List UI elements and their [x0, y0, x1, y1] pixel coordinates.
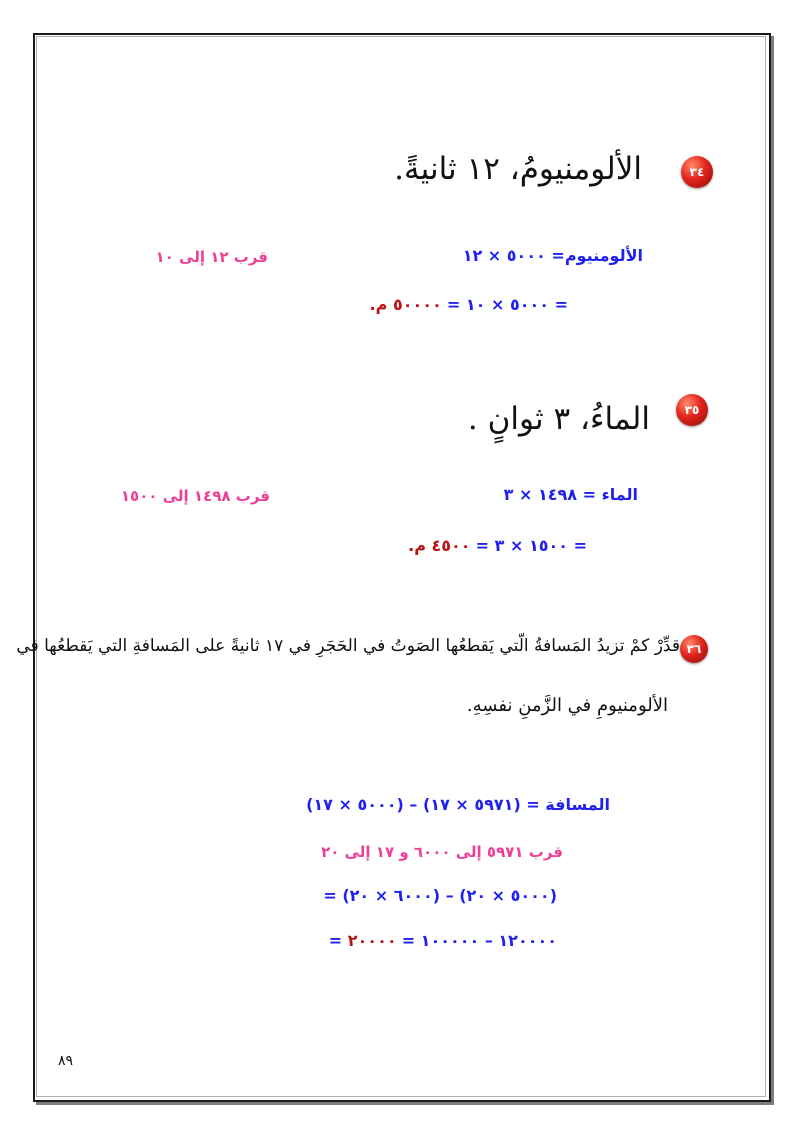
- exercise-36-work-line3: [329, 931, 557, 950]
- exercise-34-rounding-note: قرب ١٢ إلى ١٠: [155, 248, 268, 266]
- exercise-36-question-line2: الألومنيومِ في الزَّمنِ نفسِهِ.: [466, 695, 668, 716]
- exercise-36-rounding-note: قرب ٥٩٧١ إلى ٦٠٠٠ و ١٧ إلى ٢٠: [321, 843, 563, 861]
- exercise-34-title: الألومنيومُ، ١٢ ثانيةً.: [394, 151, 642, 187]
- exercise-36-question-line1: قدِّرْ كمْ تزيدُ المَسافةُ الّتي يَقطعُها الصَوتُ في الحَجَرِ في ١٧ ثانيةً على المَسافةِ التي يَقطعُها في: [16, 636, 680, 656]
- exercise-36-label: المسافة =: [526, 795, 610, 814]
- exercise-35-result: ٤٥٠٠ م.: [408, 536, 471, 555]
- exercise-34-work-line2: [370, 295, 568, 314]
- exercise-34-result: ٥٠٠٠٠ م.: [369, 295, 442, 314]
- exercise-34-label: الألومنيوم=: [551, 246, 643, 265]
- exercise-35-work-line1: [504, 485, 638, 504]
- exercise-34-badge: ٣٤: [681, 156, 713, 188]
- exercise-35-title: الماءُ، ٣ ثوانٍ .: [467, 401, 650, 437]
- exercise-34-work-line1: [463, 246, 643, 265]
- exercise-36-badge: ٣٦: [680, 635, 708, 663]
- exercise-35-line2-equation: = ١٥٠٠ × ٣ =: [475, 536, 587, 555]
- exercise-36-result: ٢٠٠٠٠: [347, 931, 397, 950]
- exercise-34-expression: ٥٠٠٠ × ١٢: [462, 246, 546, 265]
- exercise-35-badge: ٣٥: [676, 394, 708, 426]
- exercise-36-line3-equation: = ١٢٠٠٠٠ – ١٠٠٠٠٠ =: [328, 931, 557, 950]
- page-number: ٨٩: [58, 1053, 74, 1069]
- exercise-34-line2-equation: = ٥٠٠٠ × ١٠ =: [446, 295, 568, 314]
- exercise-35-work-line2: [408, 536, 587, 555]
- exercise-36-work-line1: [306, 795, 610, 814]
- exercise-36-work-line2: = (٦٠٠٠ × ٢٠) – (٥٠٠٠ × ٢٠): [323, 886, 557, 905]
- exercise-35-expression: ١٤٩٨ × ٣: [503, 485, 578, 504]
- exercise-35-rounding-note: قرب ١٤٩٨ إلى ١٥٠٠: [120, 487, 270, 505]
- exercise-36-expression: (٥٩٧١ × ١٧) – (٥٠٠٠ × ١٧): [306, 795, 521, 814]
- exercise-35-label: الماء =: [582, 485, 638, 504]
